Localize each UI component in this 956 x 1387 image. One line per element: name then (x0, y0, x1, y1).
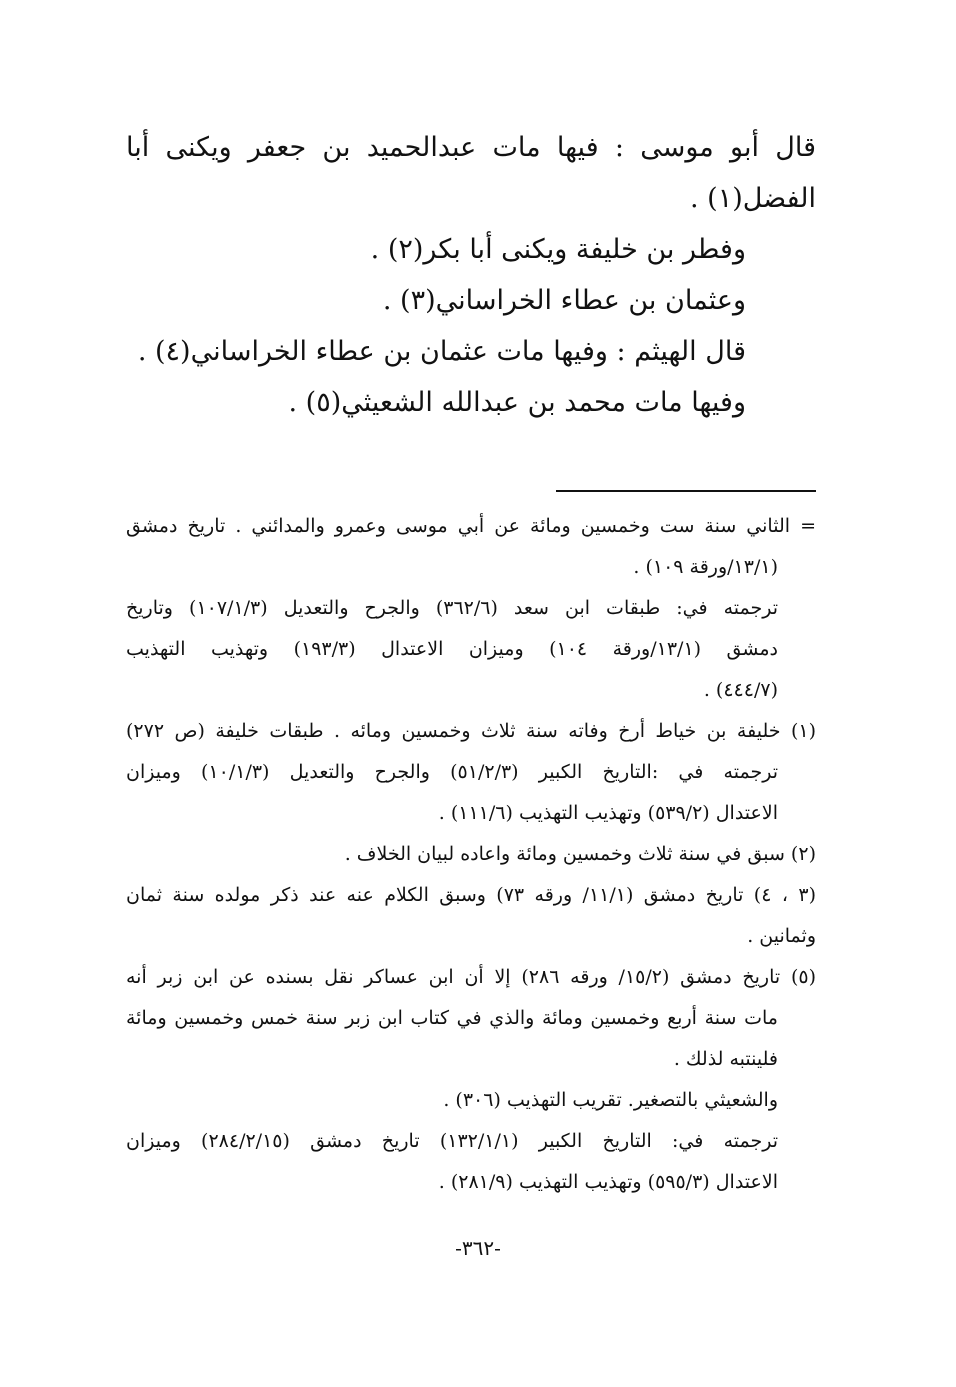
footnote-line: والشعيثي بالتصغير. تقريب التهذيب (٣٠٦) . (443, 1089, 778, 1111)
footnote-line: (٣ ، ٤) تاريخ دمشق (١١/١/ ورقه ٧٣) وسبق الكلام عنه عند ذكر مولده سنة ثمان (126, 884, 816, 906)
footnote-line: فلينتبه لذلك . (673, 1048, 778, 1070)
footnote-line: (١) خليفة بن خياط أرخ وفاته سنة ثلاث وخمسين ومائه . طبقات خليفة (ص ٢٧٢) (126, 720, 816, 742)
footnote-line: مات سنة أربع وخمسين ومائة والذي في كتاب ابن زبر سنة خمس وخمسين ومائة (126, 1007, 778, 1029)
footnote-line: دمشق (١٣/١/ورقة ١٠٤) وميزان الاعتدال (١٩٣/٣) وتهذيب التهذيب (126, 638, 778, 660)
main-text-block (126, 122, 816, 428)
page-number: -٣٦٢- (455, 1236, 501, 1260)
footnote-line: ترجمته في: طبقات ابن سعد (٣٦٢/٦) والجرح والتعديل (١٠٧/١/٣) وتاريخ (126, 597, 779, 619)
main-line-5: قال الهيثم : وفيها مات عثمان بن عطاء الخراساني(٤) . (137, 336, 746, 367)
footnote-line: ترجمته في: التاريخ الكبير (١٣٢/١/١) تاريخ دمشق (٢٨٤/٢/١٥) وميزان (126, 1130, 778, 1152)
main-line-2: الفضل(١) . (689, 183, 816, 214)
footnote-line: الاعتدال (٥٣٩/٢) وتهذيب التهذيب (١١١/٦) . (438, 802, 778, 824)
footnote-line: (١٣/١/ورقة ١٠٩) . (633, 556, 778, 578)
footnote-line: وثمانين . (747, 925, 816, 947)
main-line-6: وفيها مات محمد بن عبدالله الشعيثي(٥) . (288, 387, 746, 418)
footnote-line: (٢) سبق في سنة ثلاث وخمسين ومائة واعاده لبيان الخلاف . (344, 843, 816, 865)
main-line-3: وفطر بن خليفة ويكنى أبا بكر(٢) . (370, 234, 746, 265)
footnote-line: (٥) تاريخ دمشق (١٥/٢/ ورقه ٢٨٦) إلا أن ابن عساكر نقل بسنده عن ابن زبر أنه (126, 966, 817, 988)
footnote-line: الاعتدال (٥٩٥/٣) وتهذيب التهذيب (٢٨١/٩) . (438, 1171, 778, 1193)
footnotes-block (126, 506, 816, 1203)
footnote-separator (556, 490, 816, 492)
footnote-line: (٤٤٤/٧) . (703, 679, 778, 701)
main-line-4: وعثمان بن عطاء الخراساني(٣) . (382, 285, 746, 316)
footnote-line: ترجمته في :التاريخ الكبير (٥١/٢/٣) والجرح والتعديل (١٠/١/٣) وميزان (126, 761, 778, 783)
footnote-line: = الثاني سنة ست وخمسين ومائة عن أبي موسى وعمرو والمدائني . تاريخ دمشق (126, 515, 816, 537)
main-line-1: قال أبو موسى : فيها مات عبدالحميد بن جعفر ويكنى أبا (126, 132, 816, 163)
